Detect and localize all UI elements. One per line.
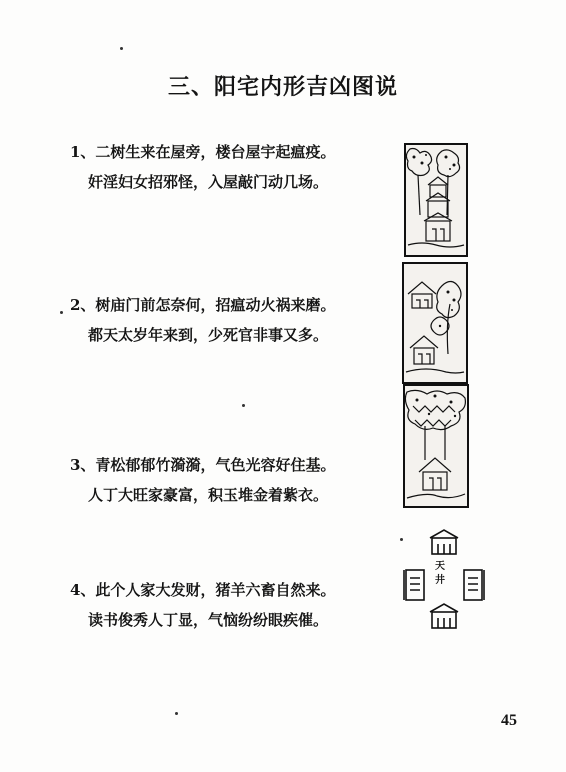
verse-1-line-2: 奸淫妇女招邪怪，入屋敲门动几场。 (88, 173, 329, 191)
scan-speck (242, 404, 245, 407)
verse-1-line-1: 1、二树生来在屋旁，楼台屋宇起瘟疫。 (70, 143, 336, 161)
scan-speck (120, 47, 123, 50)
verse-2 (70, 290, 370, 350)
verse-4-line-2: 读书俊秀人丁显，气恼纷纷眼疾催。 (88, 611, 329, 629)
scan-speck (60, 311, 63, 314)
verse-2-line-2: 都天太岁年来到，少死官非事又多。 (88, 326, 329, 344)
scan-speck (175, 712, 178, 715)
verse-4 (70, 575, 370, 635)
illustration-two-trees-house (404, 143, 468, 257)
courtyard-label-char-1: 天 (435, 561, 445, 572)
verse-3 (70, 450, 370, 510)
courtyard-label (430, 560, 450, 588)
illustration-tree-temple (402, 262, 468, 384)
verse-3-line-2: 人丁大旺家豪富，积玉堆金着紫衣。 (88, 486, 329, 504)
page-number: 45 (501, 712, 517, 729)
verse-1 (70, 137, 370, 197)
courtyard-label-char-2: 井 (435, 575, 445, 586)
verse-4-line-1: 4、此个人家大发财，猪羊六畜自然来。 (70, 581, 336, 599)
verse-3-line-1: 3、青松郁郁竹漪漪，气色光容好住基。 (70, 456, 336, 474)
page-title: 三、阳宅内形吉凶图说 (167, 75, 398, 100)
scan-speck (400, 538, 403, 541)
verse-2-line-1: 2、树庙门前怎奈何，招瘟动火祸来磨。 (70, 296, 336, 314)
illustration-pine-bamboo-house (403, 384, 469, 508)
